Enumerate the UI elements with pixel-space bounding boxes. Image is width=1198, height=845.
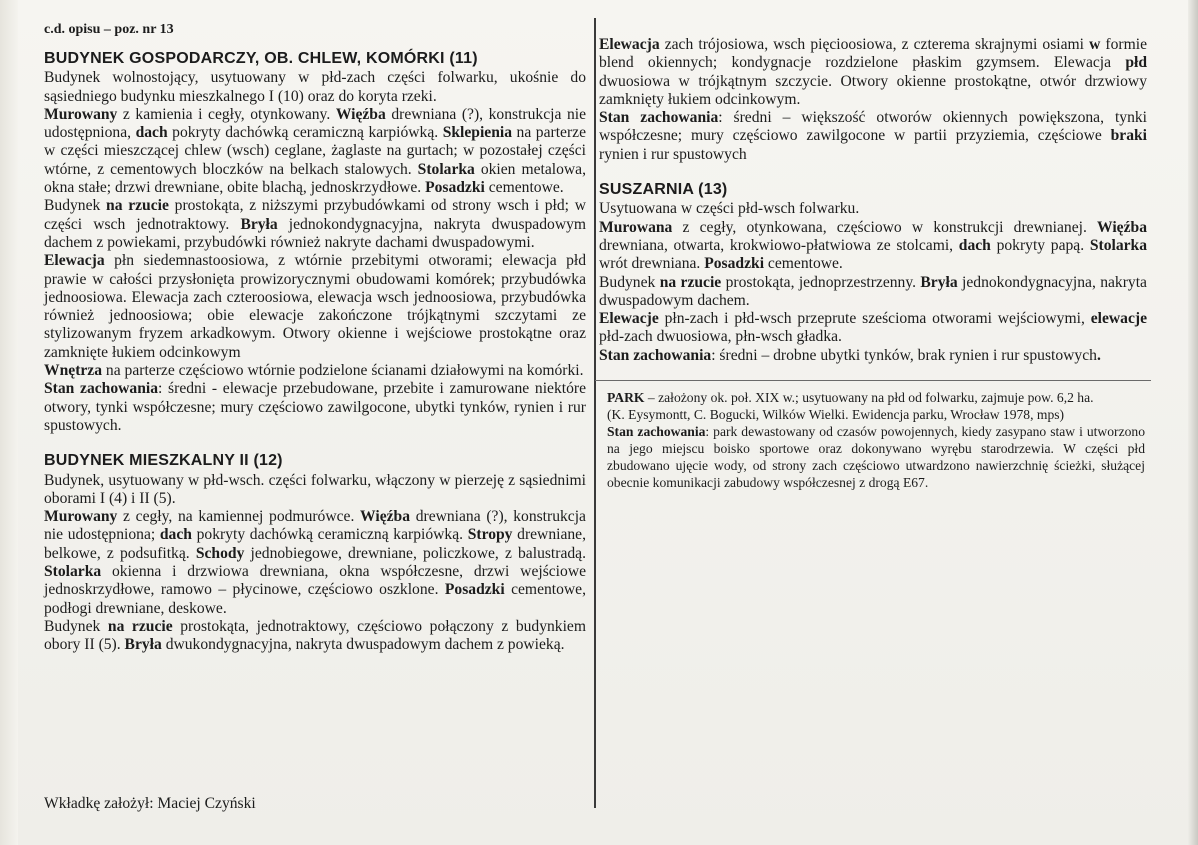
page-edge-left [0, 0, 18, 845]
left-column [44, 50, 586, 655]
page-edge-right [1188, 0, 1198, 845]
paragraph-construction: Murowany z kamienia i cegły, otynkowany. Więźba drewniana (?), konstrukcja nie udostępniona, dach pokryty dachówką ceramiczną karpiówką. Sklepienia na parterze w części mieszczącej chlew (wsch) ceglane, żaglaste na gurtach; w pozostałej części wtórne, z cementowych bloczków na belkach stalowych. Stolarka okien metalowa, okna stałe; drzwi drewniane, obite blachą, jednoskrzydłowe. Posadzki cementowe. [44, 105, 586, 197]
paragraph-elevation: Elewacja płn siedemnastoosiowa, z wtórnie przebitymi otworami; elewacja płd prawie w całości przysłonięta prowizorycznymi obudowami komórek; przybudówka jednoosiowa. Elewacja zach czteroosiowa, elewacja wsch jednoosiowa, przybudówka również jednoosiowa; obie elewacje zakończone trójkątnymi szczytami ze stylizowanym fryzem arkadkowym. Otwory okienne i wejściowe prostokątne oraz zamknięte łukiem odcinkowym [44, 252, 586, 361]
paragraph-interior: Wnętrza na parterze częściowo wtórnie podzielone ścianami działowymi na komórki. [44, 362, 584, 380]
paragraph-condition: Stan zachowania: średni - elewacje przebudowane, przebite i zamurowane niektóre otwory, tynki współczesne; mury częściowo zawilgocone, ubytki tynków, rynien i rur spustowych. [44, 380, 586, 434]
paragraph-location: Usytuowana w części płd-wsch folwarku. [599, 200, 860, 218]
document-footer: Wkładkę założył: Maciej Czyński [44, 795, 256, 812]
paragraph-elevation: Elewacja zach trójosiowa, wsch pięcioosiowa, z czterema skrajnymi osiami w formie blend okiennych; kondygnacje rozdzielone płaskim gzymsem. Elewacja płd dwuosiowa w trójkątnym szczycie. Otwory okienne prostokątne, otwór drzwiowy zamknięty łukiem odcinkowym. [599, 36, 1147, 108]
paragraph-construction: Murowany z cegły, na kamiennej podmurówce. Więźba drewniana (?), konstrukcja nie udostępniona; dach pokryty dachówką ceramiczną karpiówką. Stropy drewniane, belkowe, z podsufitką. Schody jednobiegowe, drewniane, policzkowe, z balustradą. Stolarka okienna i drzwiowa drewniana, okna współczesne, drzwi wejściowe jednoskrzydłowe, ramowo – płycinowe, częściowo oszklone. Posadzki cementowe, podłogi drewniane, deskowe. [44, 508, 586, 617]
right-column [599, 36, 1147, 491]
column-divider [594, 18, 596, 808]
paragraph-location: Budynek, usytuowany w płd-wsch. części folwarku, włączony w pierzeję z sąsiednimi oborami I (4) i II (5). [44, 471, 586, 507]
paragraph-elevation: Elewacje płn-zach i płd-wsch przeprute sześcioma otworami wejściowymi, elewacje płd-zach dwuosiowa, płn-wsch gładka. [599, 310, 1147, 346]
park-condition: Stan zachowania: park dewastowany od czasów powojennych, kiedy zasypano staw i utworzono na jego miejscu boisko sportowe oraz dokonywano wyrębu starodrzewia. W części płd zbudowano ujęcie wody, od strony zach częściowo utwardzono nawierzchnię ścieżki, służącej obecnie komunikacji zabudowy współczesnej z drogą E67. [607, 424, 1145, 491]
park-separator [595, 380, 1151, 381]
paragraph-plan: Budynek na rzucie prostokąta, jednotraktowy, częściowo połączony z budynkiem obory II (5). Bryła dwukondygnacyjna, nakryta dwuspadowym dachem z powieką. [44, 617, 586, 654]
paragraph-construction: Murowana z cegły, otynkowana, częściowo w konstrukcji drewnianej. Więźba drewniana, otwarta, krokwiowo-płatwiowa ze stolcami, dach pokryty papą. Stolarka wrót drewniana. Posadzki cementowe. [599, 218, 1148, 273]
paragraph-condition: Stan zachowania: średni – drobne ubytki tynków, brak rynien i rur spustowych. [599, 346, 1101, 364]
park-section [599, 389, 1147, 491]
section-title-mieszkalny: BUDYNEK MIESZKALNY II (12) [44, 452, 283, 470]
paragraph-plan: Budynek na rzucie prostokąta, z niższymi przybudówkami od strony wsch i płd; w części wsch jednotraktowy. Bryła jednokondygnacyjna, nakryta dwuspadowym dachem z powiekami, przybudówki również nakryte dachami dwuspadowymi. [44, 197, 587, 251]
document-header: c.d. opisu – poz. nr 13 [44, 22, 174, 37]
park-intro: PARK – założony ok. poł. XIX w.; usytuowany na płd od folwarku, zajmuje pow. 6,2 ha. [607, 390, 1094, 406]
paragraph-location: Budynek wolnostojący, usytuowany w płd-zach części folwarku, ukośnie do sąsiedniego budynku mieszkalnego I (10) oraz do koryta rzeki. [44, 69, 586, 105]
paragraph-condition: Stan zachowania: średni – większość otworów okiennych powiększona, tynki współczesne; mury częściowo zawilgocone w partii przyziemia, częściowe braki rynien i rur spustowych [599, 109, 1148, 163]
section-title-suszarnia: SUSZARNIA (13) [599, 181, 728, 199]
paragraph-plan: Budynek na rzucie prostokąta, jednoprzestrzenny. Bryła jednokondygnacyjna, nakryta dwuspadowym dachem. [599, 273, 1147, 309]
section-title-gospodarczy: BUDYNEK GOSPODARCZY, OB. CHLEW, KOMÓRKI (11) [44, 50, 478, 67]
park-source: (K. Eysymontt, C. Bogucki, Wilków Wielki. Ewidencja parku, Wrocław 1978, mps) [607, 407, 1065, 423]
